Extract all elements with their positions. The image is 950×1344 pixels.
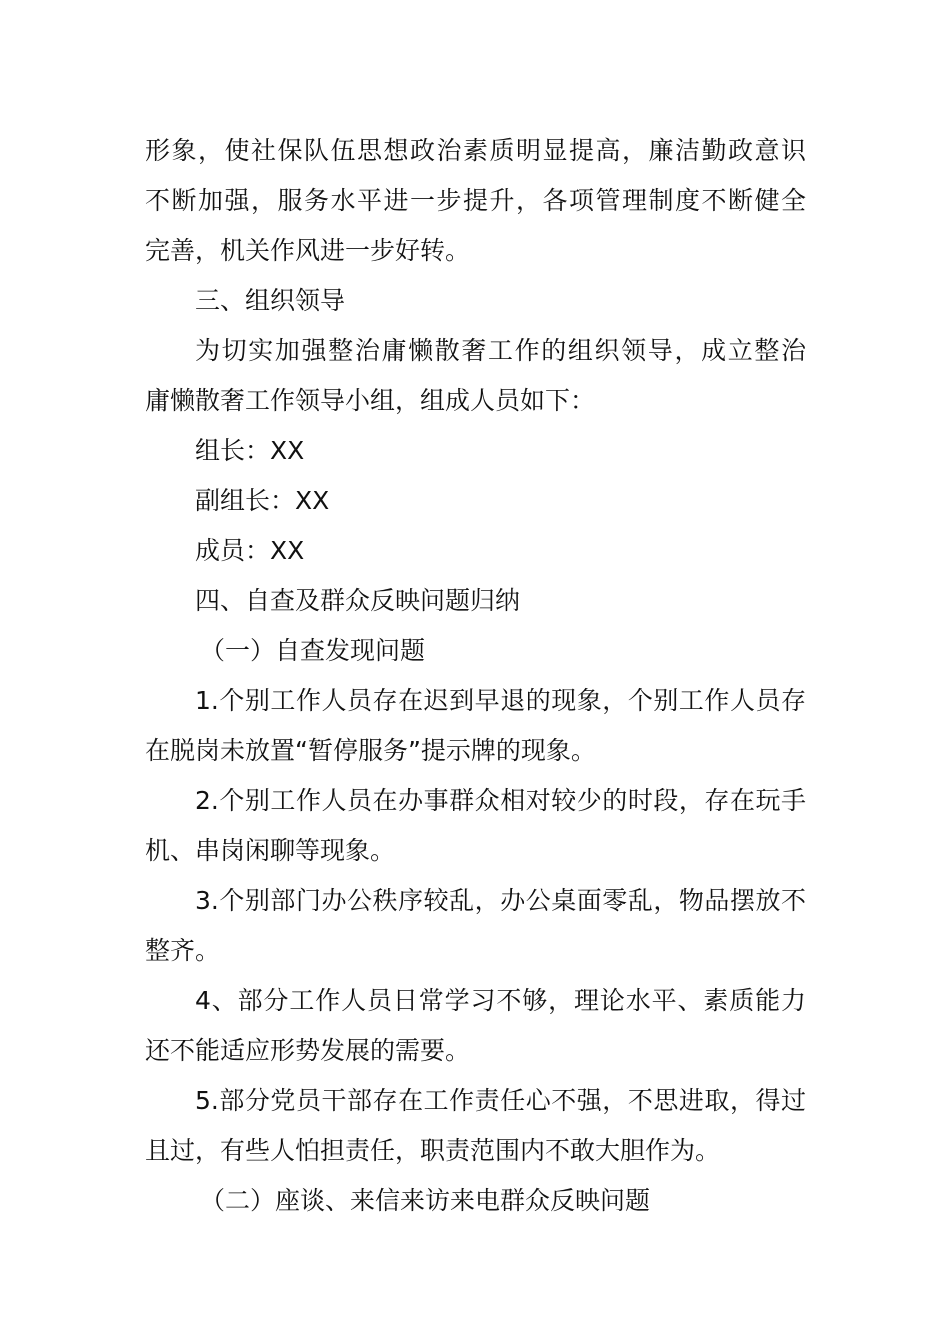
member-members: 成员：XX [195, 536, 305, 565]
item-1-line-1: 1.个别工作人员存在迟到早退的现象，个别工作人员存 [195, 686, 806, 715]
body-line-1: 形象，使社保队伍思想政治素质明显提高，廉洁勤政意识 [145, 136, 806, 165]
member-deputy: 副组长：XX [195, 486, 330, 515]
item-1-line-2: 在脱岗未放置“暂停服务”提示牌的现象。 [145, 736, 596, 765]
body-line-3: 完善，机关作风进一步好转。 [145, 236, 471, 265]
item-3-line-1: 3.个别部门办公秩序较乱，办公桌面零乱，物品摆放不 [195, 886, 806, 915]
section-heading-3: 三、组织领导 [195, 286, 346, 315]
item-4-line-1: 4、部分工作人员日常学习不够，理论水平、素质能力 [195, 986, 806, 1015]
subsection-heading-2: （二）座谈、来信来访来电群众反映问题 [200, 1186, 651, 1215]
subsection-heading-1: （一）自查发现问题 [200, 636, 426, 665]
item-3-line-2: 整齐。 [145, 936, 221, 965]
item-4-line-2: 还不能适应形势发展的需要。 [145, 1036, 471, 1065]
body-line-2: 不断加强，服务水平进一步提升，各项管理制度不断健全 [145, 186, 806, 215]
item-5-line-1: 5.部分党员干部存在工作责任心不强，不思进取，得过 [195, 1086, 806, 1115]
item-2-line-2: 机、串岗闲聊等现象。 [145, 836, 396, 865]
section-heading-4: 四、自查及群众反映问题归纳 [195, 586, 521, 615]
item-2-line-1: 2.个别工作人员在办事群众相对较少的时段，存在玩手 [195, 786, 806, 815]
body-line-6: 庸懒散奢工作领导小组，组成人员如下： [145, 386, 596, 415]
body-line-5: 为切实加强整治庸懒散奢工作的组织领导，成立整治 [195, 336, 806, 365]
item-5-line-2: 且过，有些人怕担责任，职责范围内不敢大胆作为。 [145, 1136, 721, 1165]
member-leader: 组长：XX [195, 436, 305, 465]
